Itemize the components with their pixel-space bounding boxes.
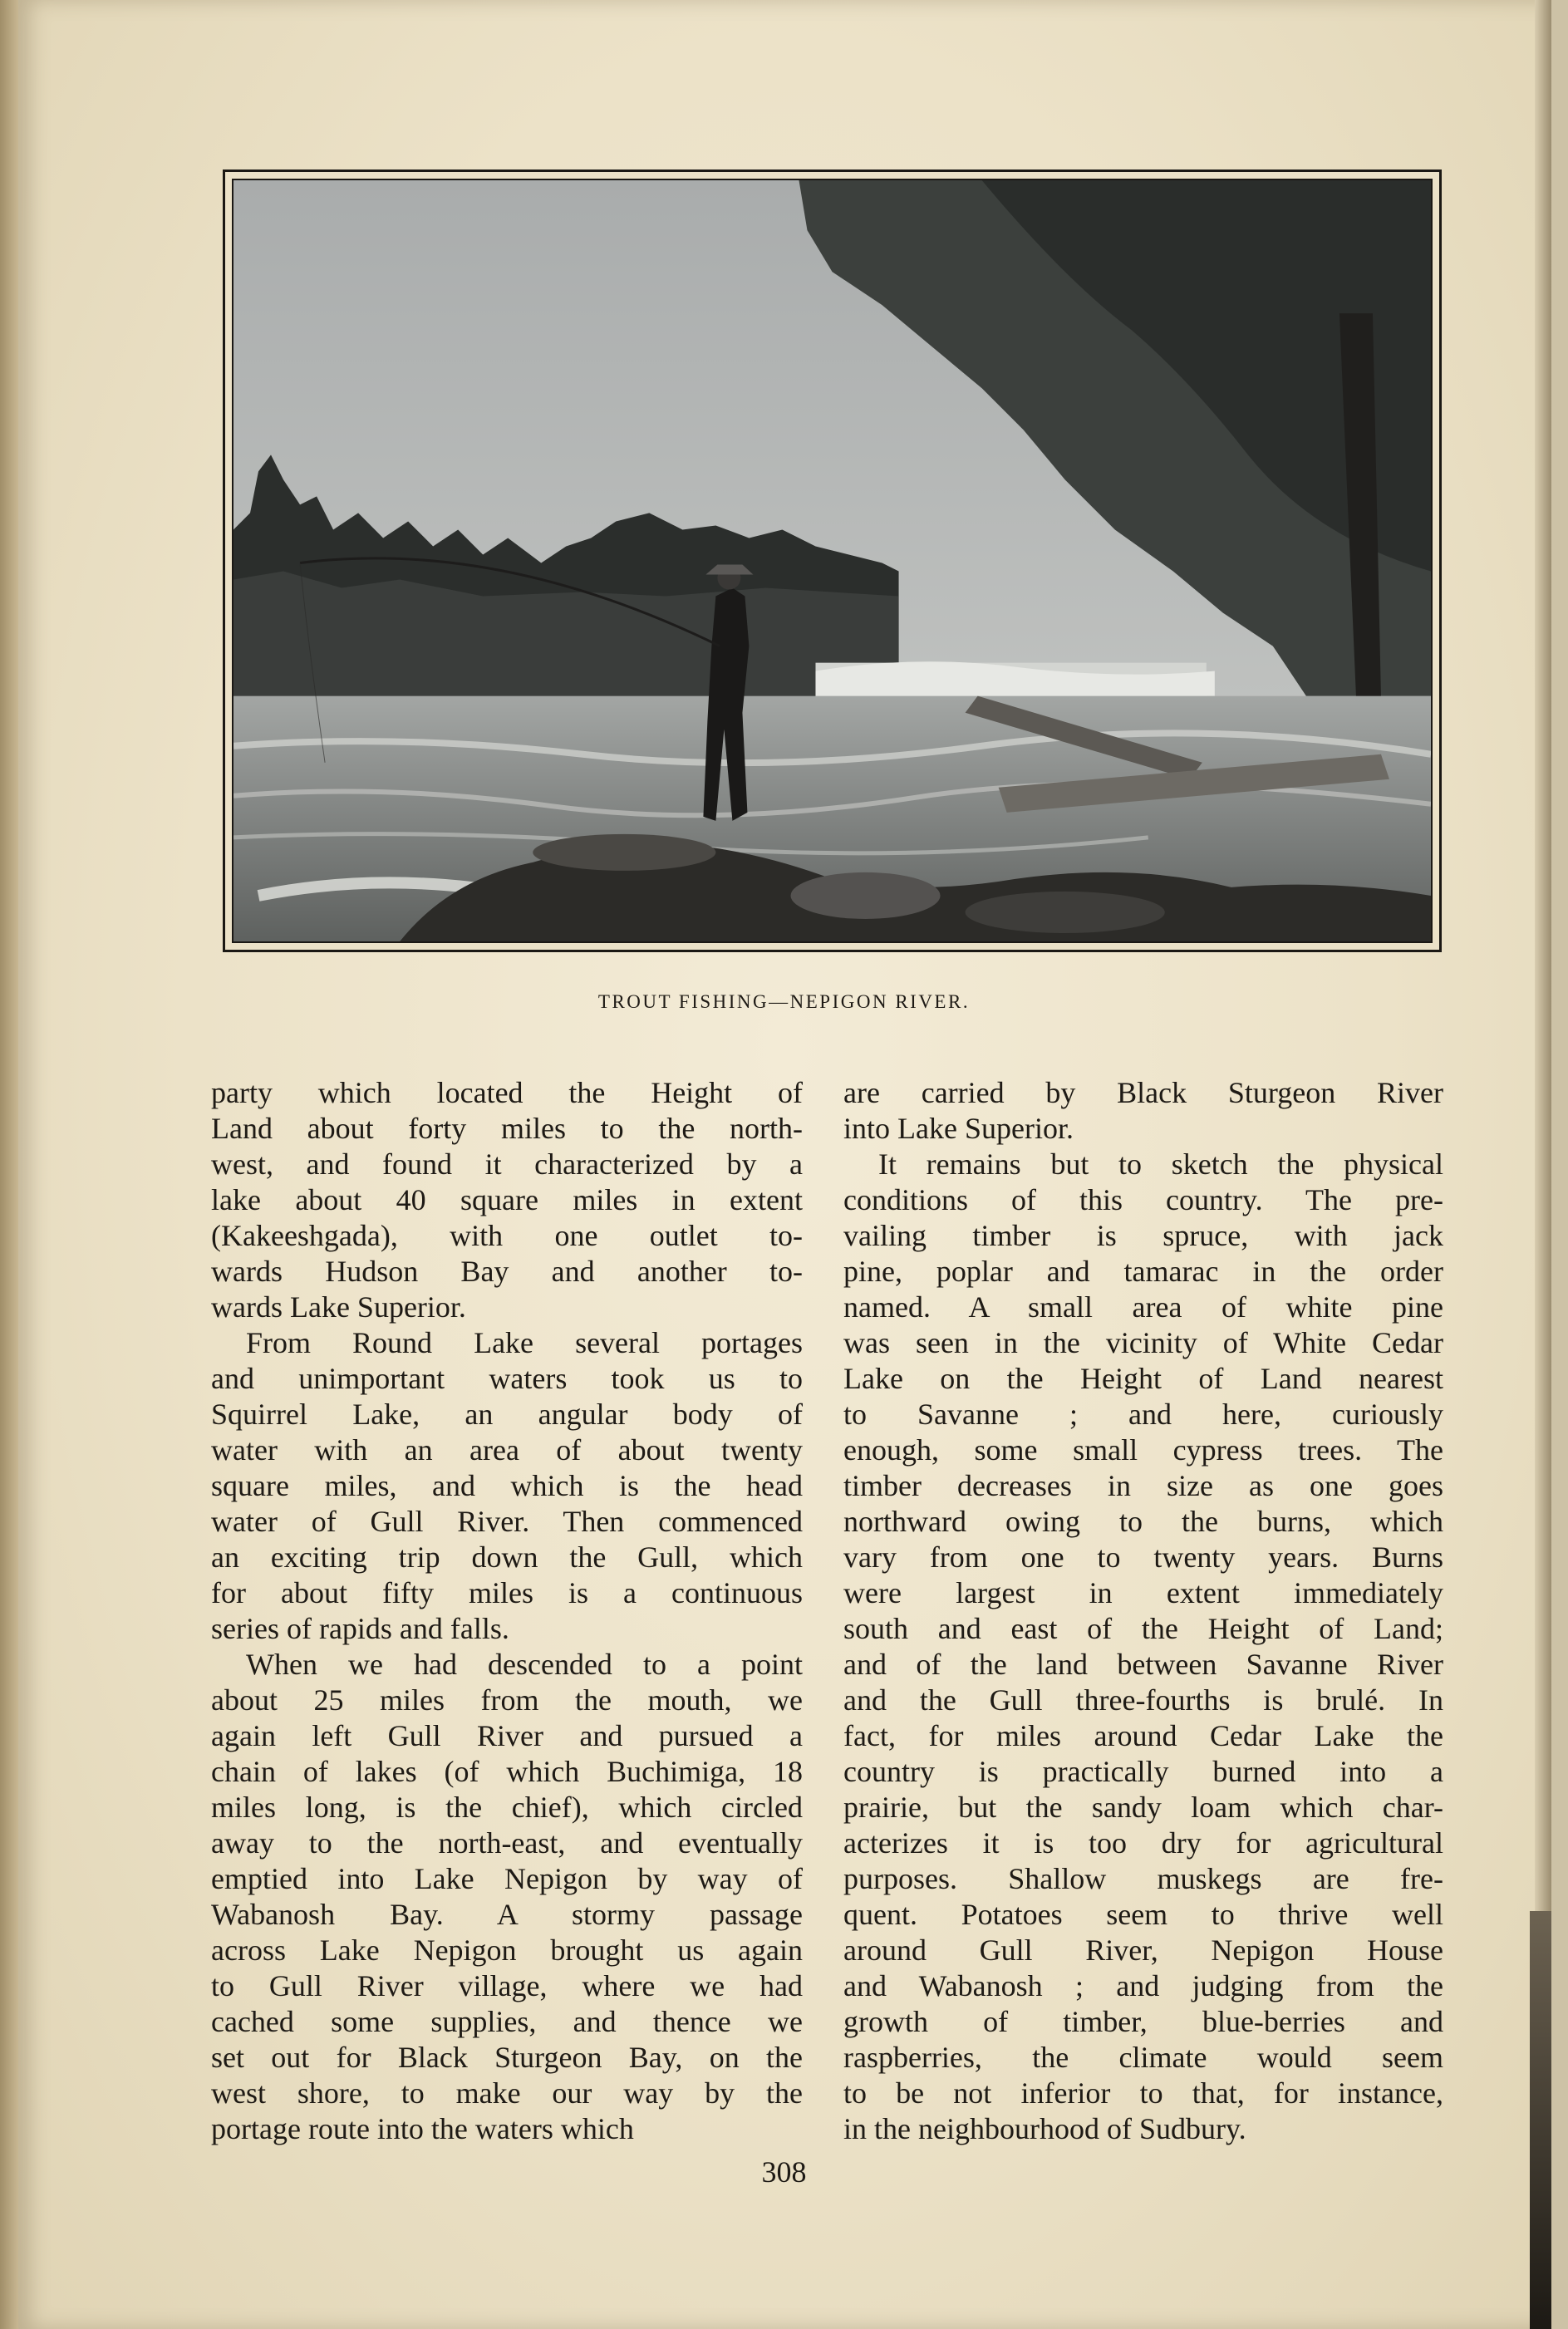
text-line: are carried by Black Sturgeon River bbox=[843, 1076, 1443, 1109]
text-line: and of the land between Savanne River bbox=[843, 1648, 1443, 1681]
photograph-frame bbox=[223, 170, 1442, 952]
text-line: Squirrel Lake, an angular body of bbox=[211, 1398, 803, 1431]
text-line: quent. Potatoes seem to thrive well bbox=[843, 1898, 1443, 1931]
text-line: series of rapids and falls. bbox=[211, 1612, 509, 1645]
text-line: water with an area of about twenty bbox=[211, 1433, 803, 1467]
text-line: vary from one to twenty years. Burns bbox=[843, 1540, 1443, 1574]
left-text-column bbox=[211, 1075, 803, 2147]
text-line: lake about 40 square miles in extent bbox=[211, 1183, 803, 1216]
text-line: to Gull River village, where we had bbox=[211, 1969, 803, 2002]
page-number: 308 bbox=[761, 2155, 807, 2189]
text-line: (Kakeeshgada), with one outlet to- bbox=[211, 1219, 803, 1252]
book-spine bbox=[0, 0, 18, 2329]
text-line: away to the north-east, and eventually bbox=[211, 1826, 803, 1860]
figure-caption: TROUT FISHING—NEPIGON RIVER. bbox=[597, 991, 971, 1012]
paragraph bbox=[843, 1147, 1443, 2147]
text-line: timber decreases in size as one goes bbox=[843, 1469, 1443, 1502]
paragraph bbox=[211, 1647, 803, 2147]
text-line: Land about forty miles to the north- bbox=[211, 1112, 803, 1145]
text-line: across Lake Nepigon brought us again bbox=[211, 1933, 803, 1967]
text-line: in the neighbourhood of Sudbury. bbox=[843, 2112, 1246, 2145]
text-line: portage route into the waters which bbox=[211, 2112, 634, 2145]
text-line: emptied into Lake Nepigon by way of bbox=[211, 1862, 803, 1895]
text-line: again left Gull River and pursued a bbox=[211, 1719, 803, 1752]
text-line: Wabanosh Bay. A stormy passage bbox=[211, 1898, 803, 1931]
text-line: an exciting trip down the Gull, which bbox=[211, 1540, 803, 1574]
text-line: miles long, is the chief), which circled bbox=[211, 1791, 803, 1824]
paragraph bbox=[843, 1075, 1443, 1147]
text-line: water of Gull River. Then commenced bbox=[211, 1505, 803, 1538]
text-line: south and east of the Height of Land; bbox=[843, 1612, 1443, 1645]
text-line: fact, for miles around Cedar Lake the bbox=[843, 1719, 1443, 1752]
text-line: to Savanne ; and here, curiously bbox=[843, 1398, 1443, 1431]
text-line: west, and found it characterized by a bbox=[211, 1147, 803, 1181]
text-line: enough, some small cypress trees. The bbox=[843, 1433, 1443, 1467]
text-line: It remains but to sketch the physical bbox=[878, 1147, 1443, 1181]
text-line: party which located the Height of bbox=[211, 1076, 803, 1109]
text-line: wards Lake Superior. bbox=[211, 1290, 466, 1324]
text-line: and the Gull three-fourths is brulé. In bbox=[843, 1683, 1443, 1717]
text-line: and unimportant waters took us to bbox=[211, 1362, 803, 1395]
text-line: growth of timber, blue-berries and bbox=[843, 2005, 1443, 2038]
text-line: into Lake Superior. bbox=[843, 1112, 1074, 1145]
text-line: raspberries, the climate would seem bbox=[843, 2041, 1443, 2074]
text-line: country is practically burned into a bbox=[843, 1755, 1443, 1788]
text-line: wards Hudson Bay and another to- bbox=[211, 1255, 803, 1288]
text-line: northward owing to the burns, which bbox=[843, 1505, 1443, 1538]
paragraph bbox=[211, 1075, 803, 1325]
text-line: Lake on the Height of Land nearest bbox=[843, 1362, 1443, 1395]
text-line: prairie, but the sandy loam which char- bbox=[843, 1791, 1443, 1824]
text-line: conditions of this country. The pre- bbox=[843, 1183, 1443, 1216]
text-line: for about fifty miles is a continuous bbox=[211, 1576, 803, 1609]
text-line: chain of lakes (of which Buchimiga, 18 bbox=[211, 1755, 803, 1788]
trout-fishing-photograph bbox=[232, 179, 1433, 943]
text-line: vailing timber is spruce, with jack bbox=[843, 1219, 1443, 1252]
text-line: named. A small area of white pine bbox=[843, 1290, 1443, 1324]
photograph-illustration bbox=[233, 180, 1431, 941]
text-line: From Round Lake several portages bbox=[246, 1326, 803, 1359]
text-line: and Wabanosh ; and judging from the bbox=[843, 1969, 1443, 2002]
text-line: pine, poplar and tamarac in the order bbox=[843, 1255, 1443, 1288]
text-line: west shore, to make our way by the bbox=[211, 2076, 803, 2110]
text-line: around Gull River, Nepigon House bbox=[843, 1933, 1443, 1967]
text-line: square miles, and which is the head bbox=[211, 1469, 803, 1502]
text-line: was seen in the vicinity of White Cedar bbox=[843, 1326, 1443, 1359]
text-line: cached some supplies, and thence we bbox=[211, 2005, 803, 2038]
text-line: When we had descended to a point bbox=[246, 1648, 803, 1681]
text-line: acterizes it is too dry for agricultural bbox=[843, 1826, 1443, 1860]
text-line: were largest in extent immediately bbox=[843, 1576, 1443, 1609]
text-line: about 25 miles from the mouth, we bbox=[211, 1683, 803, 1717]
text-line: set out for Black Sturgeon Bay, on the bbox=[211, 2041, 803, 2074]
page-edge-shadow bbox=[1530, 1911, 1551, 2329]
right-text-column bbox=[843, 1075, 1443, 2147]
paragraph bbox=[211, 1325, 803, 1647]
text-line: to be not inferior to that, for instance, bbox=[843, 2076, 1443, 2110]
text-line: purposes. Shallow muskegs are fre- bbox=[843, 1862, 1443, 1895]
